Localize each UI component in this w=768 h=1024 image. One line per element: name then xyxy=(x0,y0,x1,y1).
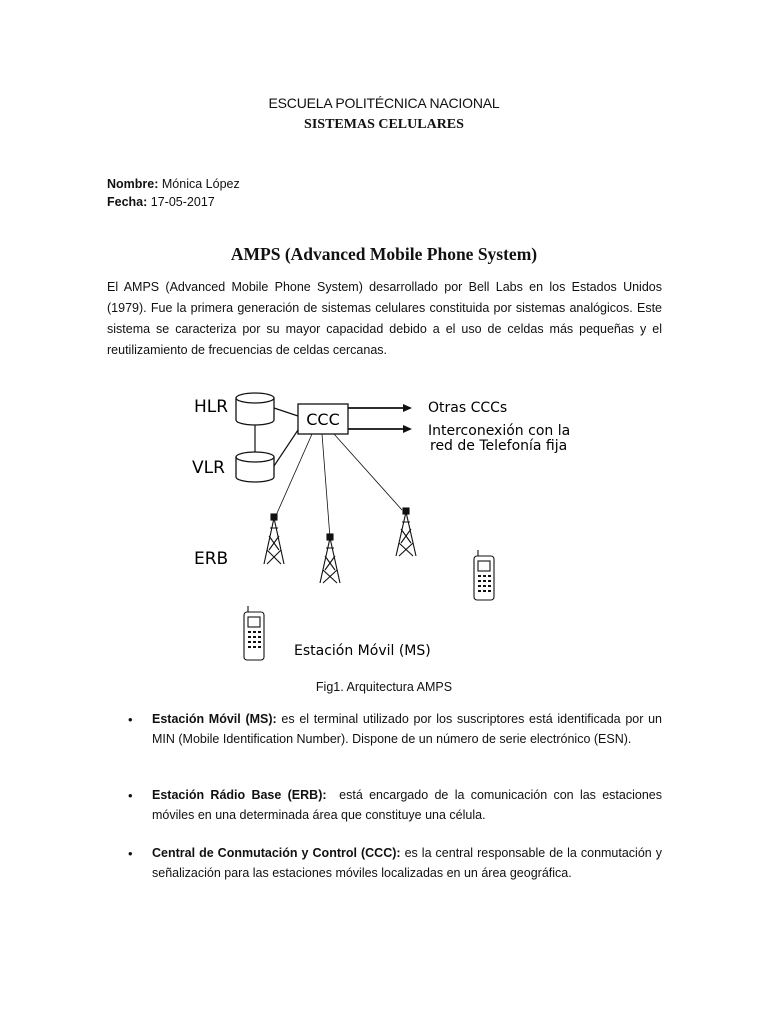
tower-links xyxy=(274,434,402,538)
list-item-text: es el terminal utilizado por los suscriptores está identificada por un MIN (Mobile Identification Number). Dispone de un número de serie electrónico (ESN). xyxy=(152,712,662,746)
hlr-database-icon xyxy=(236,393,274,425)
tower-icon xyxy=(264,514,284,564)
otras-ccc-label: Otras CCCs xyxy=(428,400,508,416)
amps-architecture-diagram xyxy=(180,380,600,670)
institution-heading: ESCUELA POLITÉCNICA NACIONAL xyxy=(268,95,500,111)
arrow-head-icon xyxy=(403,404,412,412)
erb-label: ERB xyxy=(194,549,229,569)
mobile-phone-icon xyxy=(474,550,494,600)
figure-caption: Fig1. Arquitectura AMPS xyxy=(315,680,453,694)
mobile-phone-icon xyxy=(244,606,264,660)
name-line xyxy=(107,177,240,191)
mobile-station-label: Estación Móvil (MS) xyxy=(294,643,431,659)
list-item-term: Central de Conmutación y Control (CCC): xyxy=(152,846,401,860)
date-label: Fecha: xyxy=(107,195,148,209)
vlr-database-icon xyxy=(236,452,274,482)
list-item-term: Estación Rádio Base (ERB): xyxy=(152,788,327,802)
tower-icon xyxy=(396,508,416,556)
list-item-text: está encargado de la comunicación con las estaciones móviles en una determinada área que constituye una célula. xyxy=(152,788,666,822)
ccc-label: CCC xyxy=(306,410,340,429)
intro-paragraph: El AMPS (Advanced Mobile Phone System) desarrollado por Bell Labs en los Estados Unidos (1979). Fue la primera generación de sistemas celulares constituida por sistemas analógicos. Este sistema se caracteriza por su mayor capacidad debido a el uso de celdas más pequeñas y el reutilizamiento de frecuencias de celdas cercanas. xyxy=(107,280,662,357)
hlr-label: HLR xyxy=(194,397,229,417)
interconnection-label-line2: red de Telefonía fija xyxy=(430,438,568,454)
tower-icon xyxy=(320,534,340,583)
list-item-text: es la central responsable de la conmutación y señalización para las estaciones móviles localizadas en un área geográfica. xyxy=(152,846,663,880)
date-line xyxy=(107,195,215,209)
arrow-head-icon xyxy=(403,425,412,433)
date-value: 17-05-2017 xyxy=(150,195,215,209)
interconnection-label-line1: Interconexión con la xyxy=(428,423,571,439)
bullet-icon: • xyxy=(128,788,133,803)
list-item-term: Estación Móvil (MS): xyxy=(152,712,277,726)
bullet-icon: • xyxy=(128,846,133,861)
vlr-label: VLR xyxy=(192,458,225,478)
name-label: Nombre: xyxy=(107,177,159,191)
course-heading: SISTEMAS CELULARES xyxy=(304,117,464,132)
document-title: AMPS (Advanced Mobile Phone System) xyxy=(230,244,538,264)
name-value: Mónica López xyxy=(161,177,240,191)
bullet-icon: • xyxy=(128,712,133,727)
ccc-arrows xyxy=(348,408,410,429)
